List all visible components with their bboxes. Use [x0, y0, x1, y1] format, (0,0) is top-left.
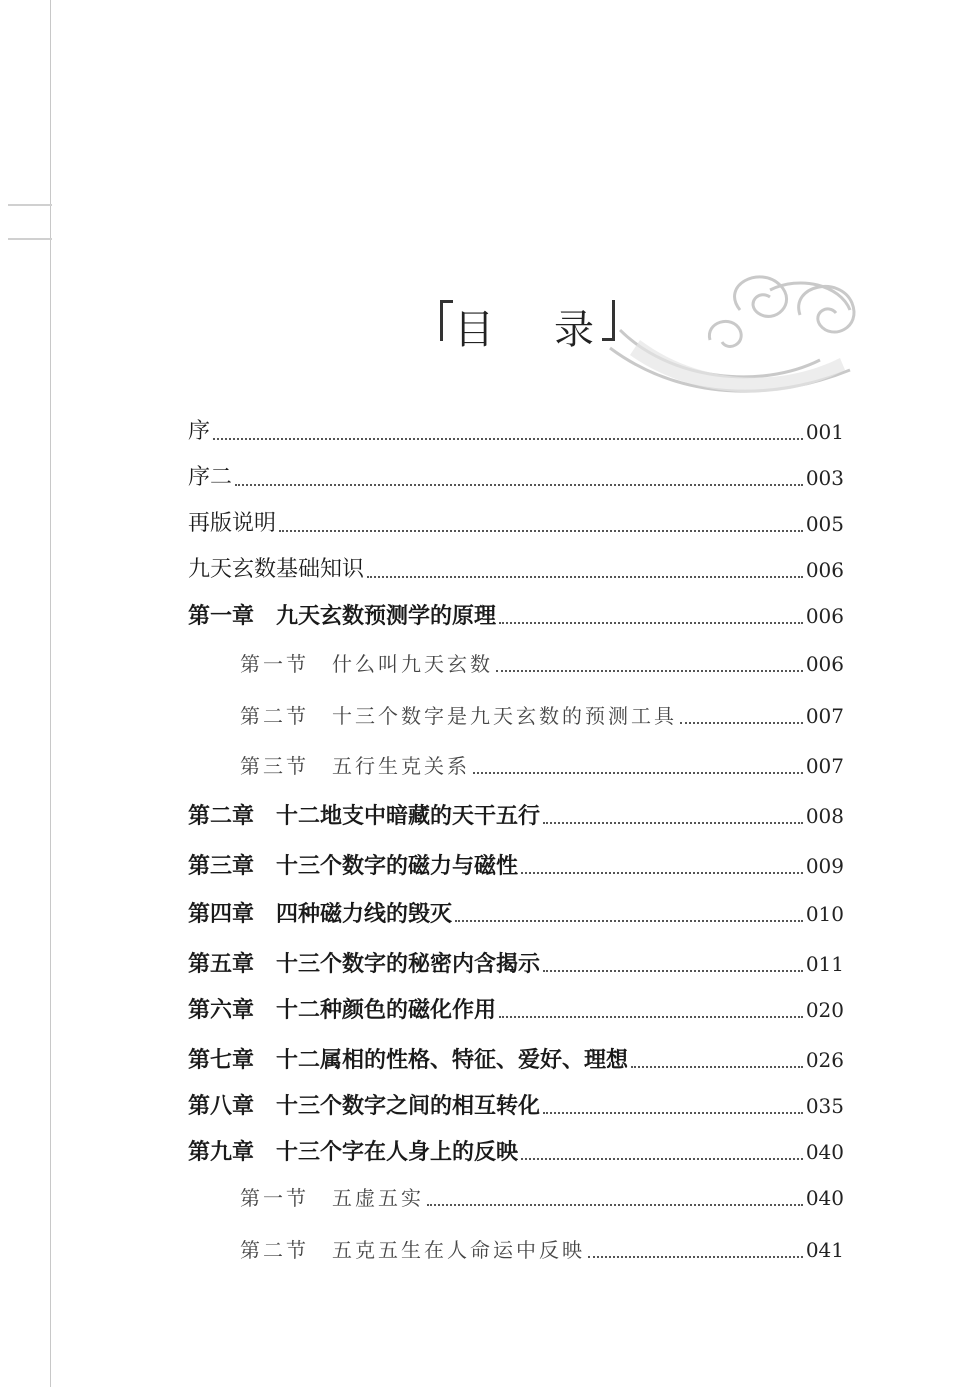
leader-dots — [588, 1255, 803, 1258]
toc-chapter-entry[interactable] — [188, 894, 844, 928]
leader-dots — [455, 919, 803, 922]
toc-entry-label: 序二 — [188, 465, 233, 490]
toc-entry-label: 第二节 十三个数字是九天玄数的预测工具 — [240, 704, 677, 728]
toc-entry-label: 第二节 五克五生在人命运中反映 — [240, 1238, 585, 1262]
toc-entry-label: 第四章 四种磁力线的毁灭 — [188, 901, 453, 927]
leader-dots — [543, 969, 803, 972]
leader-dots — [680, 721, 803, 724]
leader-dots — [499, 621, 803, 624]
toc-entry-page: 020 — [805, 998, 844, 1022]
toc-entry-page: 041 — [805, 1238, 844, 1262]
toc-entry-page: 040 — [805, 1140, 844, 1164]
toc-entry-page: 040 — [805, 1186, 844, 1210]
toc-entry-label: 再版说明 — [188, 511, 277, 536]
toc-chapter-entry[interactable] — [188, 944, 844, 978]
toc-chapter-entry[interactable] — [188, 1040, 844, 1074]
toc-chapter-entry[interactable] — [188, 596, 844, 630]
toc-entry-label: 第三节 五行生克关系 — [240, 754, 470, 778]
toc-entry-label: 九天玄数基础知识 — [188, 557, 365, 582]
toc-entry-label: 第八章 十三个数字之间的相互转化 — [188, 1093, 541, 1119]
title-block — [440, 270, 880, 410]
toc-entry[interactable] — [188, 550, 844, 584]
toc-entry-label: 第一章 九天玄数预测学的原理 — [188, 603, 497, 629]
toc-entry-label: 第六章 十二种颜色的磁化作用 — [188, 997, 497, 1023]
toc-entry[interactable] — [188, 412, 844, 446]
spine-mark — [8, 204, 52, 206]
leader-dots — [473, 771, 803, 774]
toc-section-entry[interactable] — [240, 746, 844, 780]
toc-section-entry[interactable] — [240, 1178, 844, 1212]
title-bracket-left-icon — [440, 300, 453, 341]
leader-dots — [631, 1065, 803, 1068]
toc-entry-label: 第一节 五虚五实 — [240, 1186, 424, 1210]
toc-entry-page: 007 — [805, 754, 844, 778]
toc-entry-page: 006 — [805, 558, 844, 582]
spine-mark — [8, 238, 52, 240]
leader-dots — [499, 1015, 803, 1018]
toc-chapter-entry[interactable] — [188, 796, 844, 830]
toc-entry[interactable] — [188, 504, 844, 538]
toc-entry-label: 序 — [188, 419, 211, 444]
toc-entry-label: 第三章 十三个数字的磁力与磁性 — [188, 853, 519, 879]
toc-entry-page: 010 — [805, 902, 844, 926]
toc-entry-page: 006 — [805, 604, 844, 628]
toc-entry-page: 006 — [805, 652, 844, 676]
toc-entry-page: 003 — [805, 466, 844, 490]
toc-entry-page: 035 — [805, 1094, 844, 1118]
toc-entry-page: 026 — [805, 1048, 844, 1072]
leader-dots — [213, 437, 803, 440]
toc-chapter-entry[interactable] — [188, 1086, 844, 1120]
toc-section-entry[interactable] — [240, 1230, 844, 1264]
toc-entry-label: 第九章 十三个字在人身上的反映 — [188, 1139, 519, 1165]
toc-section-entry[interactable] — [240, 644, 844, 678]
page-spine-line — [50, 0, 51, 1387]
toc-entry-page: 001 — [805, 420, 844, 444]
toc-entry-label: 第一节 什么叫九天玄数 — [240, 652, 493, 676]
leader-dots — [235, 483, 803, 486]
toc-chapter-entry[interactable] — [188, 990, 844, 1024]
toc-entry-page: 005 — [805, 512, 844, 536]
toc-chapter-entry[interactable] — [188, 846, 844, 880]
toc-entry-label: 第二章 十二地支中暗藏的天干五行 — [188, 803, 541, 829]
leader-dots — [543, 821, 803, 824]
toc-entry-page: 011 — [805, 952, 844, 976]
toc-chapter-entry[interactable] — [188, 1132, 844, 1166]
toc-entry-label: 第五章 十三个数字的秘密内含揭示 — [188, 951, 541, 977]
toc-entry-label: 第七章 十二属相的性格、特征、爱好、理想 — [188, 1047, 629, 1073]
leader-dots — [427, 1203, 803, 1206]
toc-entry-page: 009 — [805, 854, 844, 878]
leader-dots — [521, 871, 803, 874]
toc-entry-page: 007 — [805, 704, 844, 728]
toc-section-entry[interactable] — [240, 696, 844, 730]
leader-dots — [367, 575, 803, 578]
toc-entry-page: 008 — [805, 804, 844, 828]
leader-dots — [279, 529, 803, 532]
title-bracket-right-icon — [602, 300, 615, 341]
leader-dots — [521, 1157, 803, 1160]
leader-dots — [543, 1111, 803, 1114]
page-title: 目 录 — [454, 307, 604, 353]
toc-entry[interactable] — [188, 458, 844, 492]
leader-dots — [496, 669, 803, 672]
